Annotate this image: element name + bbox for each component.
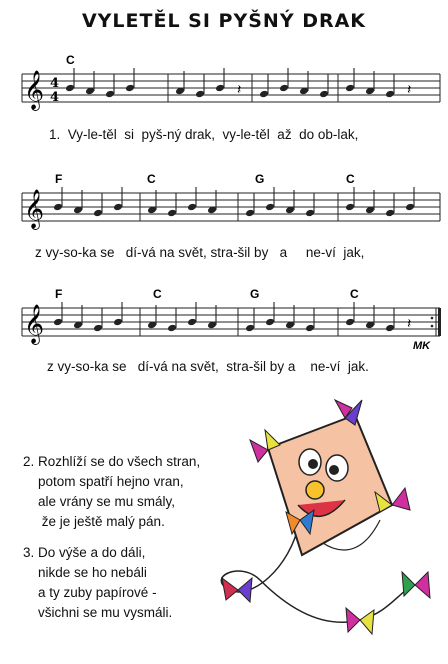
chord-symbol: F	[55, 287, 63, 301]
signature: MK	[413, 340, 431, 352]
lyrics-line-1: 1. Vy-le-těl si pyš-ný drak, vy-le-těl až do ob-lak,	[49, 127, 359, 142]
music-system-2	[22, 172, 440, 230]
chord-symbol: G	[255, 172, 265, 186]
treble-clef-icon: 𝄞	[24, 189, 45, 229]
time-signature-top: 4	[50, 76, 60, 91]
tail-bow-1	[222, 578, 252, 602]
verse-line: potom spatří hejno vran,	[23, 474, 184, 489]
kite-body	[268, 415, 392, 555]
verse-line: a ty zuby papírové -	[23, 585, 157, 600]
tail-bow-3	[346, 608, 374, 634]
kite-nose	[306, 481, 324, 499]
song-title: VYLETĚL SI PYŠNÝ DRAK	[81, 10, 367, 32]
time-signature-bottom: 4	[50, 90, 60, 105]
verse-line: že je ještě malý pán.	[23, 514, 165, 529]
chord-symbol: C	[153, 287, 162, 301]
chord-symbol: C	[350, 287, 359, 301]
verse-3	[23, 543, 172, 623]
verse-line: všichni se mu vysmáli.	[23, 605, 173, 620]
kite-illustration	[221, 400, 430, 634]
verse-line: 2. Rozhlíží se do všech stran,	[23, 454, 201, 469]
chord-symbol: C	[66, 53, 75, 67]
verse-2	[23, 452, 200, 532]
chord-symbol: F	[55, 172, 63, 186]
quarter-rest-icon: 𝄽	[407, 316, 412, 332]
verse-line: nikde se ho nebáli	[23, 565, 147, 580]
verse-line: ale vrány se mu smály,	[23, 494, 176, 509]
treble-clef-icon: 𝄞	[24, 304, 45, 344]
chord-symbol: C	[346, 172, 355, 186]
quarter-rest-icon: 𝄽	[407, 82, 412, 98]
tail-bow-4	[402, 572, 430, 598]
lyrics-line-2: z vy-so-ka se dí-vá na svět, stra-šil by a ne-ví jak,	[35, 245, 365, 260]
verse-line: 3. Do výše a do dáli,	[23, 545, 146, 560]
lyrics-line-3: z vy-so-ka se dí-vá na svět, stra-šil by a ne-ví jak.	[47, 359, 369, 374]
music-system-1	[22, 53, 440, 111]
chord-symbol: G	[250, 287, 260, 301]
treble-clef-icon: 𝄞	[24, 70, 45, 110]
chord-symbol: C	[147, 172, 156, 186]
quarter-rest-icon: 𝄽	[237, 82, 242, 98]
music-system-3	[22, 287, 441, 345]
